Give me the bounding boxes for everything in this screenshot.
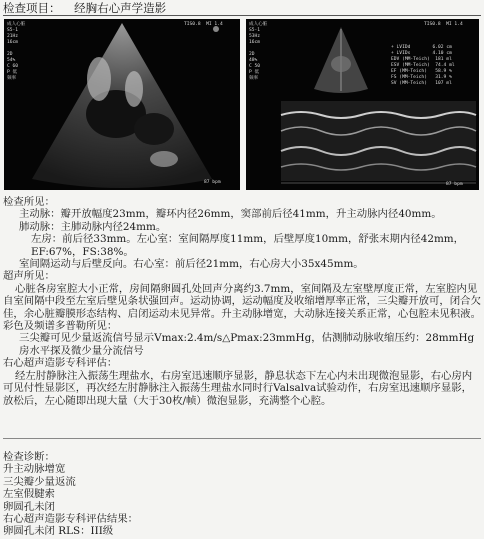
mmode-measurements: + LVIDd 6.02 cm + LVIDs 4.10 cm EDV (MM-Teich) 181 ml ESV (MM-Teich) 74.4 ml EF (MM-Teich) 58.9 % FS (MM-Teich) 31.9 % SV (MM-Teich) 107 ml — [391, 45, 455, 86]
exam-item-label: 检查项目： — [3, 1, 61, 15]
diagnosis-item: 卵圆孔未闭 — [3, 500, 55, 513]
contrast-text: 经左肘静脉注入振荡生理盐水，右房室迅速顺序显影，静息状态下左心内未出现微泡显影，右心房内可见付性显影区，再次经左肘静脉注入振荡生理盐水同时行Valsalva试验动作，右房室迅速顺序显影，放松后，左心随即出现大量（大于30枚/帧）微泡显影，充满整个心腔。 — [3, 369, 473, 407]
image-index-overlay: TIS0.8 MI 1.4 — [184, 22, 223, 27]
findings-heading: 检查所见： — [3, 196, 55, 208]
echo-sector-scan — [4, 19, 240, 190]
ultrasound-image-mmode — [246, 19, 479, 190]
header-divider — [3, 15, 481, 16]
image-index-overlay: TIS0.8 MI 1.4 — [424, 22, 463, 27]
exam-item-title: 经胸右心声学造影 — [74, 1, 167, 15]
ultrasound-heading: 超声所见： — [3, 270, 55, 283]
doppler-text: 三尖瓣可见少量返流信号显示Vmax:2.4m/s△Pmax:23mmHg，估测肺动脉收缩压约：28mmHg — [19, 332, 475, 345]
doppler-heading: 彩色及频谱多普勒所见： — [3, 320, 118, 333]
image-settings-overlay: 成人心脏 S5-1 53Hz 16cm 2D 48% C 50 P 低 频率 — [249, 22, 268, 81]
findings-aorta: 主动脉：瓣开放幅度23mm，瓣环内径26mm，窦部前后径41mm，升主动脉内径40mm。 — [19, 208, 442, 221]
findings-section — [3, 196, 481, 407]
diagnosis-item: 升主动脉增宽 — [3, 463, 66, 476]
findings-left-heart: 左房：前后径33mm。左心室：室间隔厚度11mm，后壁厚度10mm，舒张末期内径42mm，EF:67%，FS:38%。 — [31, 233, 465, 258]
heart-rate-overlay: 87 bpm — [446, 182, 463, 187]
section-divider — [3, 438, 481, 439]
ultrasound-text: 心脏各房室腔大小正常，房间隔卵圆孔处回声分离约3.7mm，室间隔及左室壁厚度正常，左室腔内见自室间隔中段至左室后壁见条状强回声。运动协调，运动幅度及收缩增厚率正常，三尖瓣开放可，闭合欠佳，余心脏瓣膜形态结构、启闭运动未见异常。升主动脉增宽，大动脉连接关系正常，心包腔未见积液。 — [3, 282, 481, 320]
diagnosis-item: 三尖瓣少量返流 — [3, 475, 76, 488]
report-header — [3, 0, 166, 16]
diagnosis-heading: 检查诊断： — [3, 451, 55, 463]
findings-right-heart: 室间隔运动与后壁反向。右心室：前后径21mm，右心房大小35x45mm。 — [19, 258, 364, 271]
image-settings-overlay: 成人心脏 S5-1 21Hz 16cm 2D 54% C 60 P 低 频率 — [7, 22, 26, 81]
diagnosis-section — [3, 451, 481, 538]
heart-rate-overlay: 87 bpm — [204, 180, 221, 185]
ultrasound-image-2d — [4, 19, 240, 190]
findings-pulmonary: 肺动脉：主肺动脉内径24mm。 — [19, 220, 167, 233]
contrast-heading: 右心超声造影专科评估： — [3, 357, 118, 370]
diagnosis-item: 右心超声造影专科评估结果： — [3, 513, 139, 526]
diagnosis-item: 左室假腱索 — [3, 488, 55, 501]
doppler-shunt-text: 房水平探及微少量分流信号 — [19, 344, 144, 357]
diagnosis-item: 卵圆孔未闭 RLS：III级 — [3, 525, 114, 538]
